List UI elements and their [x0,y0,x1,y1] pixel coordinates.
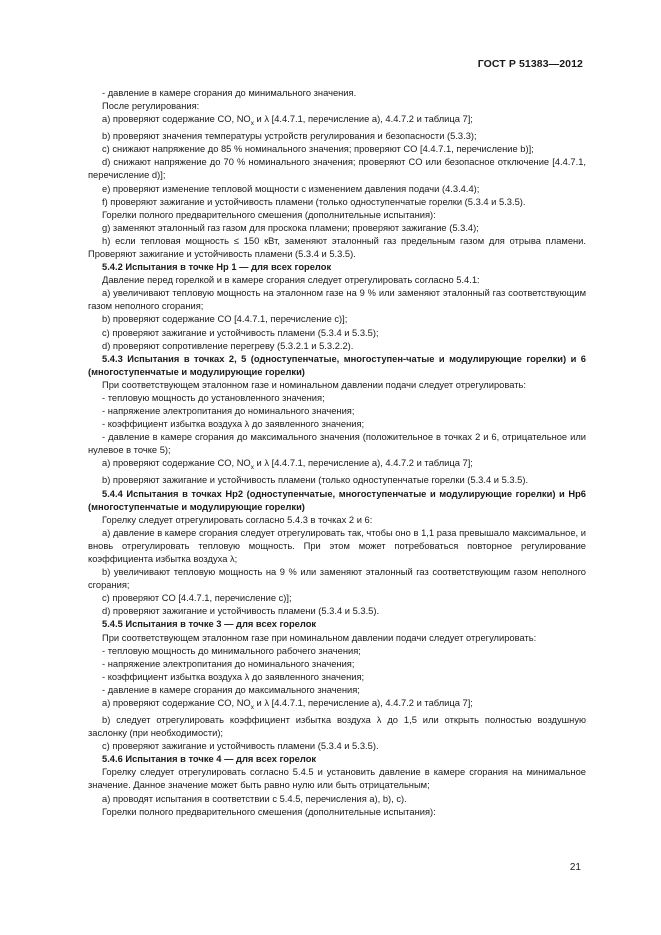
paragraph: - напряжение электропитания до номинального значения; [102,658,355,669]
section-heading: 5.4.5 Испытания в точке 3 — для всех горелок [102,619,317,630]
paragraph: Горелки полного предварительного смешения (дополнительные испытания): [102,209,436,220]
paragraph: - тепловую мощность до установленного значения; [102,393,325,404]
paragraph: c) проверяют CO [4.4.7.1, перечисление c)]; [102,593,292,604]
paragraph: - коэффициент избытка воздуха λ до заявленного значения; [102,419,365,430]
paragraph: При соответствующем эталонном газе при номинальном давлении подачи следует отрегулировать: [102,632,537,643]
paragraph: e) проверяют изменение тепловой мощности с изменением давления подачи (4.3.4.4); [102,183,480,194]
paragraph: - коэффициент избытка воздуха λ до заявленного значения; [102,671,365,682]
paragraph: h) если тепловая мощность ≤ 150 кВт, заменяют эталонный газ предельным газом для отрыва пламени. Проверяют зажигание и устойчивость пламени (5.3.4 и 5.3.5). [88,235,586,259]
paragraph: При соответствующем эталонном газе и номинальном давлении подачи следует отрегулировать: [102,379,526,390]
paragraph: d) проверяют зажигание и устойчивость пламени (5.3.4 и 5.3.5). [102,606,380,617]
paragraph: Давление перед горелкой и в камере сгорания следует отрегулировать согласно 5.4.1: [102,275,480,286]
paragraph: a) проверяют содержание CO, $NO_x$ и λ [4.4.7.1, перечисление a), 4.4.7.2 и таблица 7]; [102,698,473,711]
section-heading: 5.4.3 Испытания в точках 2, 5 (одноступенчатые, многоступен-чатые и модулирующие горелки) и 6 (многоступенчатые и модулирующие горелки) [88,353,586,377]
paragraph: - давление в камере сгорания до максимального значения (положительное в точках 2 и 6, отрицательное или нулевое в точке 5); [88,432,586,456]
paragraph: f) проверяют зажигание и устойчивость пламени (только одноступенчатые горелки (5.3.4 и 5.3.5). [102,196,526,207]
paragraph: c) снижают напряжение до 85 % номинального значения; проверяют CO [4.4.7.1, перечисление b)]; [102,144,534,155]
paragraph: - напряжение электропитания до номинального значения; [102,406,355,417]
paragraph: b) проверяют содержание CO [4.4.7.1, перечисление c)]; [102,314,348,325]
paragraph: Горелку следует отрегулировать согласно 5.4.5 и установить давление в камере сгорания на минимальное значение. Данное значение может быть равно нулю или быть отрицательным; [88,767,586,791]
paragraph: a) проверяют содержание CO, $NO_x$ и λ [4.4.7.1, перечисление a), 4.4.7.2 и таблица 7]; [102,458,473,472]
paragraph: b) проверяют значения температуры устройств регулирования и безопасности (5.3.3); [102,131,477,142]
paragraph: - давление в камере сгорания до минимального значения. [102,88,357,98]
paragraph: - тепловую мощность до минимального рабочего значения; [102,645,361,656]
paragraph: a) давление в камере сгорания следует отрегулировать так, чтобы оно в 1,1 раза превышало максимальное, и вновь отрегулировать тепловую мощность. При этом может потребоваться повторное регулирование коэффициента избытка воздуха λ; [88,527,586,564]
document-body [88,87,586,819]
paragraph: b) увеличивают тепловую мощность на 9 % или заменяют эталонный газ соответствующим газом неполного сгорания; [88,567,586,591]
paragraph: После регулирования: [102,101,200,112]
paragraph: d) снижают напряжение до 70 % номинального значения; проверяют CO или безопасное отключение [4.4.7.1, перечисление d)]; [88,157,586,181]
section-heading: 5.4.4 Испытания в точках Hp2 (одноступенчатые, многоступенчатые и модулирующие горелки) и Hp6 (многоступенчатые и модулирующие горелки) [88,488,586,512]
paragraph: - давление в камере сгорания до максимального значения; [102,684,360,695]
paragraph: a) проверяют содержание CO, $NO_x$ и λ [4.4.7.1, перечисление a), 4.4.7.2 и таблица 7]; [102,114,473,128]
paragraph: a) проводят испытания в соответствии с 5.4.5, перечисления a), b), c). [102,793,407,804]
document-id-header: ГОСТ Р 51383—2012 [477,58,583,70]
page-number: 21 [569,862,581,873]
paragraph: c) проверяют зажигание и устойчивость пламени (5.3.4 и 5.3.5); [102,327,379,338]
paragraph: g) заменяют эталонный газ газом для проскока пламени; проверяют зажигание (5.3.4); [102,222,479,233]
paragraph: Горелку следует отрегулировать согласно 5.4.3 в точках 2 и 6: [102,514,373,525]
paragraph: a) увеличивают тепловую мощность на эталонном газе на 9 % или заменяют эталонный газ соответствующим газом неполного сгорания; [88,288,586,312]
paragraph: b) следует отрегулировать коэффициент избытка воздуха λ до 1,5 или открыть полностью воздушную заслонку (при необходимости); [88,714,586,739]
paragraph: c) проверяют зажигание и устойчивость пламени (5.3.4 и 5.3.5). [102,741,379,752]
paragraph: b) проверяют зажигание и устойчивость пламени (только одноступенчатые горелки (5.3.4 и 5.3.5). [102,475,529,486]
section-heading: 5.4.6 Испытания в точке 4 — для всех горелок [102,754,317,765]
paragraph: Горелки полного предварительного смешения (дополнительные испытания): [102,806,436,817]
paragraph: d) проверяют сопротивление перегреву (5.3.2.1 и 5.3.2.2). [102,340,354,351]
section-heading: 5.4.2 Испытания в точке Hp 1 — для всех горелок [102,262,332,273]
